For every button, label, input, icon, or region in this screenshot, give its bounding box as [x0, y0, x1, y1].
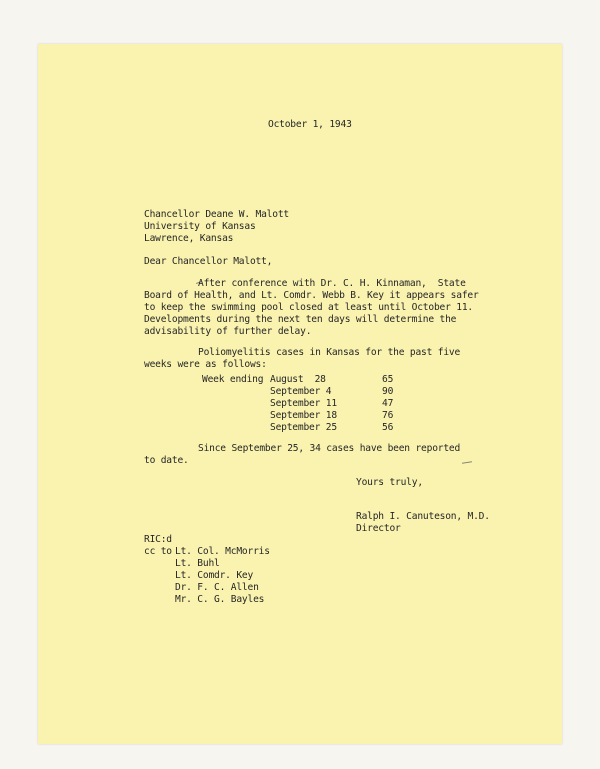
address-line: University of Kansas [144, 221, 256, 232]
address-line: Chancellor Deane W. Malott [144, 209, 289, 220]
pen-mark [462, 461, 472, 463]
closing: Yours truly, [356, 477, 423, 488]
signer-title: Director [356, 523, 401, 534]
table-week: September 25 [270, 422, 337, 433]
week-ending-label: Week ending [202, 374, 264, 385]
cc-recipient: Dr. F. C. Allen [175, 582, 259, 593]
cc-recipient: Lt. Comdr. Key [175, 570, 254, 581]
address-line: Lawrence, Kansas [144, 233, 234, 244]
signer-name: Ralph I. Canuteson, M.D. [356, 511, 490, 522]
table-cases: 90 [382, 386, 394, 397]
paragraph-line: Poliomyelitis cases in Kansas for the past five [198, 347, 461, 358]
paragraph-line: to date. [144, 455, 189, 466]
cc-recipient: Mr. C. G. Bayles [175, 594, 265, 605]
cc-label: cc to [144, 546, 172, 557]
paragraph-line: to keep the swimming pool closed at least until October 11. [144, 302, 473, 313]
paragraph-line: advisability of further delay. [144, 326, 312, 337]
paragraph-line: Since September 25, 34 cases have been reported [198, 443, 461, 454]
table-week: September 4 [270, 386, 332, 397]
paragraph-line: Developments during the next ten days will determine the [144, 314, 457, 325]
salutation: Dear Chancellor Malott, [144, 256, 273, 267]
table-week: September 11 [270, 398, 337, 409]
letter-page [38, 44, 562, 744]
paragraph-line: weeks were as follows: [144, 359, 267, 370]
table-week: September 18 [270, 410, 337, 421]
paragraph-line: Board of Health, and Lt. Comdr. Webb B. Key it appears safer [144, 290, 479, 301]
typist-initials: RIC:d [144, 534, 172, 545]
table-week: August 28 [270, 374, 326, 385]
cc-recipient: Lt. Buhl [175, 558, 220, 569]
cc-recipient: Lt. Col. McMorris [175, 546, 270, 557]
table-cases: 56 [382, 422, 394, 433]
table-cases: 65 [382, 374, 394, 385]
table-cases: 76 [382, 410, 394, 421]
letter-date: October 1, 1943 [268, 119, 352, 130]
paragraph-line: After conference with Dr. C. H. Kinnaman, State [198, 278, 466, 289]
table-cases: 47 [382, 398, 394, 409]
